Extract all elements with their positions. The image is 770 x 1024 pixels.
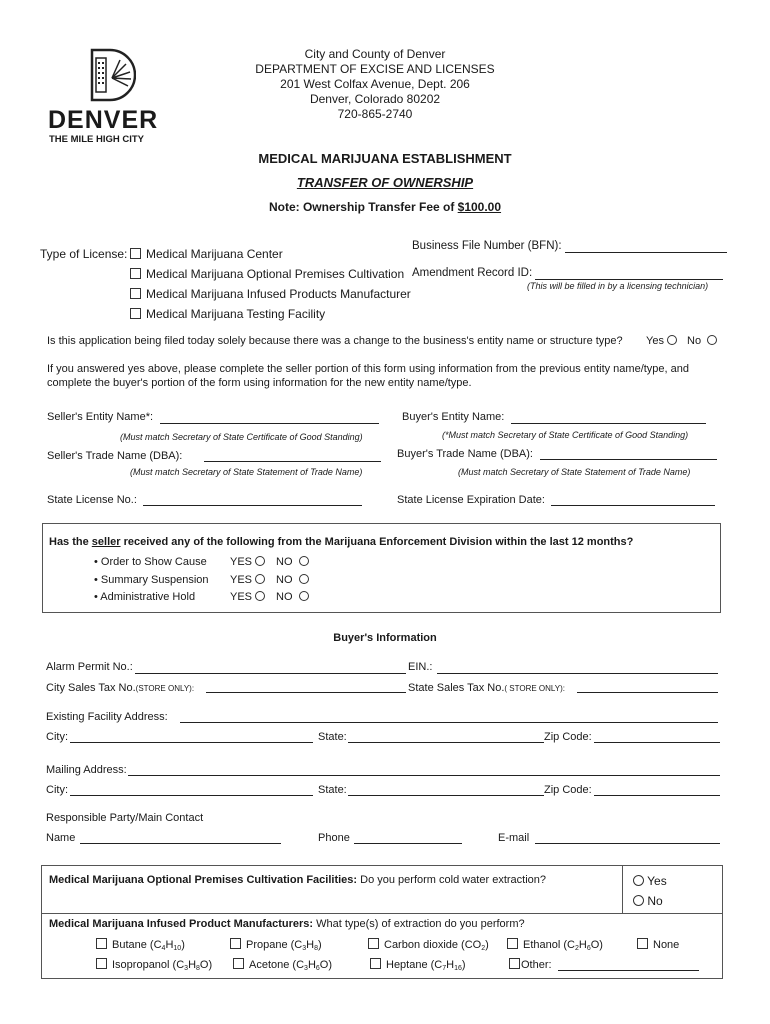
checkbox-icon[interactable]: [96, 938, 107, 949]
checkbox-icon[interactable]: [507, 938, 518, 949]
buyer-trade-label: Buyer's Trade Name (DBA):: [397, 448, 533, 460]
checkbox-icon[interactable]: [130, 308, 141, 319]
extraction-butane[interactable]: Butane $(C_4H_{10})$: [96, 938, 185, 951]
mailing-address-field[interactable]: [128, 775, 720, 776]
denver-logo: [48, 48, 163, 148]
form-title: MEDICAL MARIJUANA ESTABLISHMENT: [258, 151, 512, 166]
cold-water-no[interactable]: [633, 894, 663, 908]
infused-question-text: What type(s) of extraction do you perform?: [313, 918, 525, 930]
infused-question: [49, 918, 525, 930]
license-expiration-field[interactable]: [551, 505, 715, 506]
entity-change-yes[interactable]: [646, 335, 677, 347]
mailing-state-label: State:: [318, 784, 347, 796]
buyer-entity-field[interactable]: [511, 423, 706, 424]
yes-label: Yes: [647, 874, 667, 888]
checkbox-icon[interactable]: [130, 268, 141, 279]
radio-icon[interactable]: [299, 556, 309, 566]
state-license-label: State License No.:: [47, 494, 137, 506]
yes-label: Yes: [646, 335, 664, 347]
buyer-trade-note: (Must match Secretary of State Statement of Trade Name): [458, 467, 691, 477]
extraction-acetone[interactable]: Acetone $(C_3H_6O)$: [233, 958, 332, 971]
mailing-zip-label: Zip Code:: [544, 784, 592, 796]
license-expiration-label: State License Expiration Date:: [397, 494, 545, 506]
show-cause-no[interactable]: [276, 556, 309, 568]
agency-header: [230, 47, 520, 122]
hold-yes[interactable]: [230, 591, 265, 603]
state-license-field[interactable]: [143, 505, 362, 506]
no-label: NO: [276, 556, 293, 568]
radio-icon[interactable]: [633, 875, 644, 886]
extraction-co2[interactable]: Carbon dioxide $(CO_2)$: [368, 938, 489, 951]
radio-icon[interactable]: [299, 574, 309, 584]
license-option-label: Medical Marijuana Center: [146, 247, 283, 261]
fee-note-prefix: Note: Ownership Transfer Fee of: [268, 200, 458, 214]
mailing-city-label: City:: [46, 784, 68, 796]
existing-zip-field[interactable]: [594, 742, 720, 743]
no-label: No: [687, 335, 702, 347]
mailing-zip-field[interactable]: [594, 795, 720, 796]
existing-zip-label: Zip Code:: [544, 731, 592, 743]
license-type-label: Type of License:: [40, 247, 128, 261]
no-label: NO: [276, 574, 293, 586]
instructions-line-2: complete the buyer's portion of the form using information for the new entity name/type.: [47, 377, 472, 389]
contact-phone-label: Phone: [318, 832, 350, 844]
alarm-permit-label: Alarm Permit No.:: [46, 661, 133, 673]
city-sales-tax-label: [46, 682, 194, 694]
yes-label: YES: [230, 574, 253, 586]
bfn-label: Business File Number (BFN):: [412, 240, 562, 252]
license-option-infused[interactable]: [130, 287, 411, 301]
radio-icon[interactable]: [633, 895, 644, 906]
contact-email-label: E-mail: [498, 832, 530, 844]
other-label: Other:: [521, 959, 552, 971]
city-sales-tax-field[interactable]: [206, 692, 406, 693]
enforcement-item-hold: • Administrative Hold: [94, 591, 196, 603]
extraction-ethanol[interactable]: Ethanol $(C_2H_6O)$: [507, 938, 603, 951]
seller-entity-field[interactable]: [160, 423, 379, 424]
license-option-label: Medical Marijuana Optional Premises Cultivation: [146, 267, 405, 281]
fee-amount: $100.00: [457, 200, 502, 214]
state-sales-tax-label: [408, 682, 565, 694]
license-option-center[interactable]: [130, 247, 283, 261]
checkbox-icon[interactable]: [233, 958, 244, 969]
contact-name-field[interactable]: [80, 843, 281, 844]
checkbox-icon[interactable]: [130, 248, 141, 259]
extraction-divider: [41, 913, 722, 914]
checkbox-icon[interactable]: [370, 958, 381, 969]
cultivation-question-text: Do you perform cold water extraction?: [357, 874, 547, 886]
amendment-note: (This will be filled in by a licensing technician): [527, 281, 709, 291]
ein-field[interactable]: [437, 673, 718, 674]
no-label: NO: [276, 591, 293, 603]
existing-state-label: State:: [318, 731, 347, 743]
checkbox-icon[interactable]: [96, 958, 107, 969]
show-cause-yes[interactable]: [230, 556, 265, 568]
seller-entity-note: (Must match Secretary of State Certificate of Good Standing): [120, 432, 363, 442]
buyer-trade-field[interactable]: [540, 459, 717, 460]
seller-entity-label: Seller's Entity Name*:: [47, 411, 154, 423]
entity-change-no[interactable]: [687, 335, 717, 347]
entity-change-question: Is this application being filed today solely because there was a change to the business's entity name or structure type?: [47, 335, 623, 347]
radio-icon[interactable]: [667, 335, 677, 345]
radio-icon[interactable]: [255, 591, 265, 601]
seller-trade-label: Seller's Trade Name (DBA):: [47, 450, 183, 462]
suspension-no[interactable]: [276, 574, 309, 586]
buyer-entity-label: Buyer's Entity Name:: [402, 411, 505, 423]
extraction-other[interactable]: [509, 958, 552, 971]
radio-icon[interactable]: [299, 591, 309, 601]
existing-city-field[interactable]: [70, 742, 313, 743]
amendment-label: Amendment Record ID:: [412, 267, 533, 279]
radio-icon[interactable]: [255, 556, 265, 566]
checkbox-icon[interactable]: [230, 938, 241, 949]
license-option-testing[interactable]: [130, 307, 325, 321]
mailing-state-field[interactable]: [348, 795, 544, 796]
state-sales-tax-field[interactable]: [577, 692, 718, 693]
seller-trade-field[interactable]: [204, 461, 381, 462]
buyer-info-heading: Buyer's Information: [333, 632, 437, 644]
extraction-heptane[interactable]: Heptane $(C_7H_{16})$: [370, 958, 466, 971]
form-subtitle: TRANSFER OF OWNERSHIP: [296, 175, 474, 190]
extraction-propane[interactable]: Propane $(C_3H_8)$: [230, 938, 322, 951]
fee-note: [0, 200, 770, 214]
bfn-field[interactable]: [565, 252, 727, 253]
contact-phone-field[interactable]: [354, 843, 462, 844]
state-sales-tax-note: ( STORE ONLY):: [504, 684, 566, 693]
extraction-isopropanol[interactable]: Isopropanol $(C_3H_8O)$: [96, 958, 212, 971]
checkbox-icon[interactable]: [637, 938, 648, 949]
mailing-city-field[interactable]: [70, 795, 313, 796]
infused-label: Medical Marijuana Infused Product Manufacturers:: [49, 918, 314, 930]
existing-state-field[interactable]: [348, 742, 544, 743]
radio-icon[interactable]: [255, 574, 265, 584]
agency-line-4: Denver, Colorado 80202: [309, 92, 441, 106]
mailing-address-label: Mailing Address:: [46, 764, 127, 776]
denver-d-logo-icon: [90, 48, 136, 102]
question-suffix: received any of the following from the Marijuana Enforcement Division within the last 12 months?: [120, 536, 634, 548]
cultivation-divider: [622, 865, 623, 913]
yes-label: YES: [230, 591, 253, 603]
city-sales-tax-note: (STORE ONLY):: [135, 684, 195, 693]
yes-label: YES: [230, 556, 253, 568]
radio-icon[interactable]: [707, 335, 717, 345]
amendment-field[interactable]: [535, 279, 723, 280]
no-label: No: [647, 894, 663, 908]
extraction-other-field[interactable]: [558, 970, 699, 971]
logo-city-name: DENVER: [48, 106, 159, 134]
enforcement-item-suspension: • Summary Suspension: [94, 574, 209, 586]
seller-trade-note: (Must match Secretary of State Statement of Trade Name): [130, 467, 363, 477]
license-option-label: Medical Marijuana Testing Facility: [146, 307, 326, 321]
enforcement-item-show-cause: • Order to Show Cause: [94, 556, 207, 568]
instructions-line-1: If you answered yes above, please complete the seller portion of this form using information from the previous entity name/type, and: [47, 363, 690, 375]
agency-line-1: City and County of Denver: [304, 47, 446, 61]
license-option-cultivation[interactable]: [130, 267, 404, 281]
enforcement-question: [49, 536, 633, 548]
suspension-yes[interactable]: [230, 574, 265, 586]
checkbox-icon[interactable]: [509, 958, 520, 969]
agency-line-3: 201 West Colfax Avenue, Dept. 206: [280, 77, 470, 91]
question-seller: seller: [91, 536, 121, 548]
cultivation-label: Medical Marijuana Optional Premises Cultivation Facilities:: [49, 874, 358, 886]
checkbox-icon[interactable]: [130, 288, 141, 299]
license-option-label: Medical Marijuana Infused Products Manufacturer: [146, 287, 411, 301]
checkbox-icon[interactable]: [368, 938, 379, 949]
cultivation-question: [49, 874, 546, 886]
extraction-none[interactable]: None: [637, 938, 679, 951]
city-sales-tax-text: City Sales Tax No.: [46, 682, 136, 694]
ein-label: EIN.:: [408, 661, 433, 673]
existing-address-field[interactable]: [180, 722, 718, 723]
existing-address-label: Existing Facility Address:: [46, 711, 168, 723]
existing-city-label: City:: [46, 731, 68, 743]
buyer-entity-note: (*Must match Secretary of State Certificate of Good Standing): [442, 430, 689, 440]
responsible-party-label: Responsible Party/Main Contact: [46, 812, 204, 824]
cold-water-yes[interactable]: [633, 874, 667, 888]
agency-line-2: DEPARTMENT OF EXCISE AND LICENSES: [255, 62, 495, 76]
contact-name-label: Name: [46, 832, 76, 844]
alarm-permit-field[interactable]: [135, 673, 406, 674]
state-sales-tax-text: State Sales Tax No.: [408, 682, 505, 694]
agency-line-5: 720-865-2740: [337, 107, 413, 121]
contact-email-field[interactable]: [535, 843, 720, 844]
logo-tagline: THE MILE HIGH CITY: [49, 134, 144, 145]
question-prefix: Has the: [49, 536, 92, 548]
hold-no[interactable]: [276, 591, 309, 603]
